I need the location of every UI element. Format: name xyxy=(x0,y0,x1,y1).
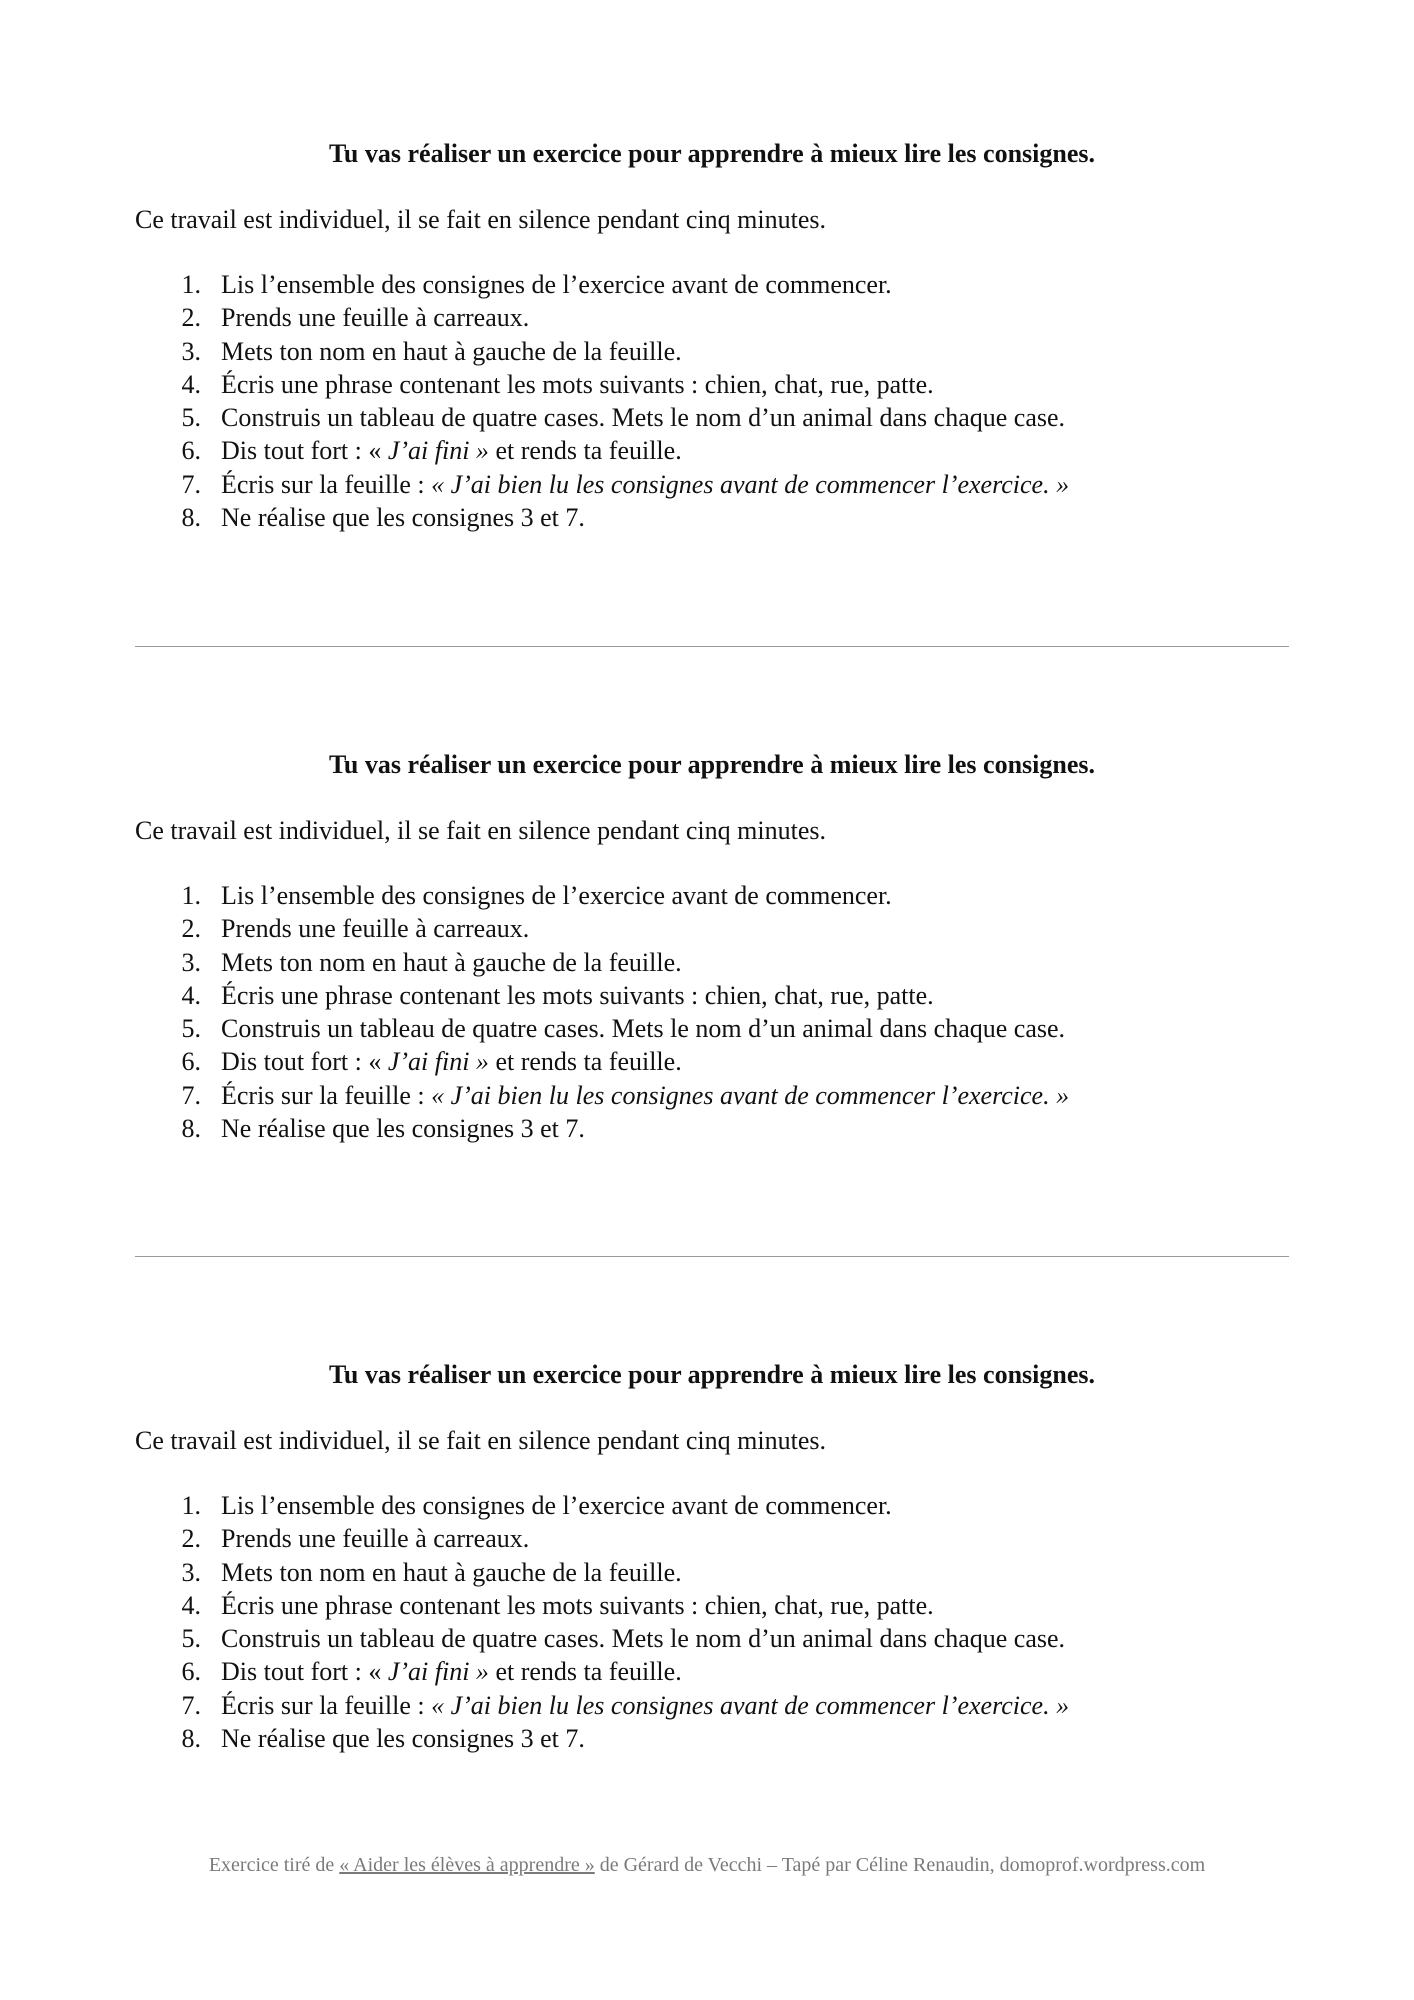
instruction-text-part: Dis tout fort : « xyxy=(221,436,388,466)
instruction-number: 6. xyxy=(181,1047,201,1077)
instruction-text-part: Construis un tableau de quatre cases. Mets le nom d’un animal dans chaque case. xyxy=(221,403,1066,433)
instruction-text xyxy=(221,1522,529,1555)
worksheet-title: Tu vas réaliser un exercice pour apprendre à mieux lire les consignes. xyxy=(328,1360,1096,1389)
instruction-text-part: Prends une feuille à carreaux. xyxy=(221,1524,530,1554)
instruction-text xyxy=(221,434,682,467)
instruction-number: 2. xyxy=(181,1524,201,1554)
instruction-text xyxy=(221,1112,585,1145)
instruction-text-part: Dis tout fort : « xyxy=(221,1047,388,1077)
instruction-text-part: Construis un tableau de quatre cases. Mets le nom d’un animal dans chaque case. xyxy=(221,1014,1066,1044)
instruction-number: 7. xyxy=(181,469,201,499)
divider-1 xyxy=(135,646,1289,647)
instruction-text xyxy=(221,468,1069,501)
instruction-number: 5. xyxy=(181,1624,201,1654)
instruction-text-part: et rends ta feuille. xyxy=(488,436,682,466)
instruction-text-part: Prends une feuille à carreaux. xyxy=(221,303,530,333)
instruction-text xyxy=(221,301,529,334)
footer-prefix: Exercice tiré de xyxy=(208,1854,340,1876)
instruction-text xyxy=(221,1045,682,1078)
instruction-number: 1. xyxy=(181,881,201,910)
instruction-text-part: et rends ta feuille. xyxy=(488,1047,682,1077)
instruction-number: 8. xyxy=(181,1114,201,1144)
instruction-text-part: Lis l’ensemble des consignes de l’exercice avant de commencer. xyxy=(221,270,892,299)
instruction-text xyxy=(221,401,1065,434)
instruction-text-part: et rends ta feuille. xyxy=(488,1657,682,1687)
instruction-text-part: Mets ton nom en haut à gauche de la feuille. xyxy=(221,336,682,366)
instruction-text-part: Ne réalise que les consignes 3 et 7. xyxy=(221,503,585,533)
instruction-text xyxy=(221,879,892,912)
instruction-text-part: Mets ton nom en haut à gauche de la feuille. xyxy=(221,1557,682,1587)
instruction-text-part: Prends une feuille à carreaux. xyxy=(221,914,530,944)
instruction-number: 4. xyxy=(181,1590,201,1620)
page-footer xyxy=(0,1852,1414,1878)
instruction-text xyxy=(221,979,934,1012)
instruction-text xyxy=(221,268,892,301)
instruction-text-part: Construis un tableau de quatre cases. Mets le nom d’un animal dans chaque case. xyxy=(221,1624,1066,1654)
divider-2 xyxy=(135,1256,1289,1257)
instruction-quote: « J’ai bien lu les consignes avant de commencer l’exercice. » xyxy=(431,1690,1070,1720)
instruction-text xyxy=(221,1589,934,1622)
instruction-number: 4. xyxy=(181,980,201,1010)
instruction-text-part: Ne réalise que les consignes 3 et 7. xyxy=(221,1114,585,1144)
instruction-number: 2. xyxy=(181,914,201,944)
worksheet-title: Tu vas réaliser un exercice pour apprendre à mieux lire les consignes. xyxy=(328,750,1096,779)
instruction-text xyxy=(221,1012,1065,1045)
instruction-number: 6. xyxy=(181,436,201,466)
worksheet-intro: Ce travail est individuel, il se fait en silence pendant cinq minutes. xyxy=(135,205,826,234)
instruction-quote: J’ai fini » xyxy=(387,1047,489,1077)
instruction-number: 3. xyxy=(181,947,201,977)
instruction-text-part: Mets ton nom en haut à gauche de la feuille. xyxy=(221,947,682,977)
instruction-number: 7. xyxy=(181,1690,201,1720)
instruction-quote: « J’ai bien lu les consignes avant de commencer l’exercice. » xyxy=(431,1080,1070,1110)
book-title-link[interactable]: « Aider les élèves à apprendre » xyxy=(339,1854,595,1876)
instruction-number: 1. xyxy=(181,1491,201,1520)
instruction-text-part: Ne réalise que les consignes 3 et 7. xyxy=(221,1724,585,1754)
instruction-text xyxy=(221,1079,1069,1112)
instruction-text xyxy=(221,1722,585,1755)
footer-suffix: de Gérard de Vecchi – Tapé par Céline Renaudin, domoprof.wordpress.com xyxy=(594,1854,1206,1876)
instruction-number: 7. xyxy=(181,1080,201,1110)
instruction-text xyxy=(221,946,682,979)
instruction-text-part: Écris sur la feuille : xyxy=(221,1080,432,1110)
instruction-number: 4. xyxy=(181,369,201,399)
instruction-number: 1. xyxy=(181,270,201,299)
instruction-quote: J’ai fini » xyxy=(387,1657,489,1687)
instruction-quote: J’ai fini » xyxy=(387,436,489,466)
instruction-text-part: Écris une phrase contenant les mots suivants : chien, chat, rue, patte. xyxy=(221,369,934,399)
instruction-quote: « J’ai bien lu les consignes avant de commencer l’exercice. » xyxy=(431,469,1070,499)
instruction-text-part: Écris une phrase contenant les mots suivants : chien, chat, rue, patte. xyxy=(221,980,934,1010)
instruction-text xyxy=(221,368,934,401)
instruction-text-part: Écris une phrase contenant les mots suivants : chien, chat, rue, patte. xyxy=(221,1590,934,1620)
instruction-text xyxy=(221,1689,1069,1722)
instruction-number: 3. xyxy=(181,1557,201,1587)
instruction-number: 8. xyxy=(181,1724,201,1754)
instruction-number: 3. xyxy=(181,336,201,366)
instruction-text-part: Écris sur la feuille : xyxy=(221,469,432,499)
worksheet-intro: Ce travail est individuel, il se fait en silence pendant cinq minutes. xyxy=(135,1426,826,1455)
instruction-number: 2. xyxy=(181,303,201,333)
instruction-text-part: Écris sur la feuille : xyxy=(221,1690,432,1720)
instruction-number: 6. xyxy=(181,1657,201,1687)
instruction-number: 5. xyxy=(181,1014,201,1044)
instruction-number: 8. xyxy=(181,503,201,533)
worksheet-intro: Ce travail est individuel, il se fait en silence pendant cinq minutes. xyxy=(135,816,826,845)
instruction-text xyxy=(221,1622,1065,1655)
instruction-text-part: Lis l’ensemble des consignes de l’exercice avant de commencer. xyxy=(221,881,892,910)
instruction-text-part: Lis l’ensemble des consignes de l’exercice avant de commencer. xyxy=(221,1491,892,1520)
instruction-text xyxy=(221,912,529,945)
instruction-text-part: Dis tout fort : « xyxy=(221,1657,388,1687)
worksheet-title: Tu vas réaliser un exercice pour apprendre à mieux lire les consignes. xyxy=(328,139,1096,168)
instruction-text xyxy=(221,1489,892,1522)
instruction-text xyxy=(221,335,682,368)
instruction-text xyxy=(221,1556,682,1589)
instruction-text xyxy=(221,1655,682,1688)
instruction-number: 5. xyxy=(181,403,201,433)
instruction-text xyxy=(221,501,585,534)
